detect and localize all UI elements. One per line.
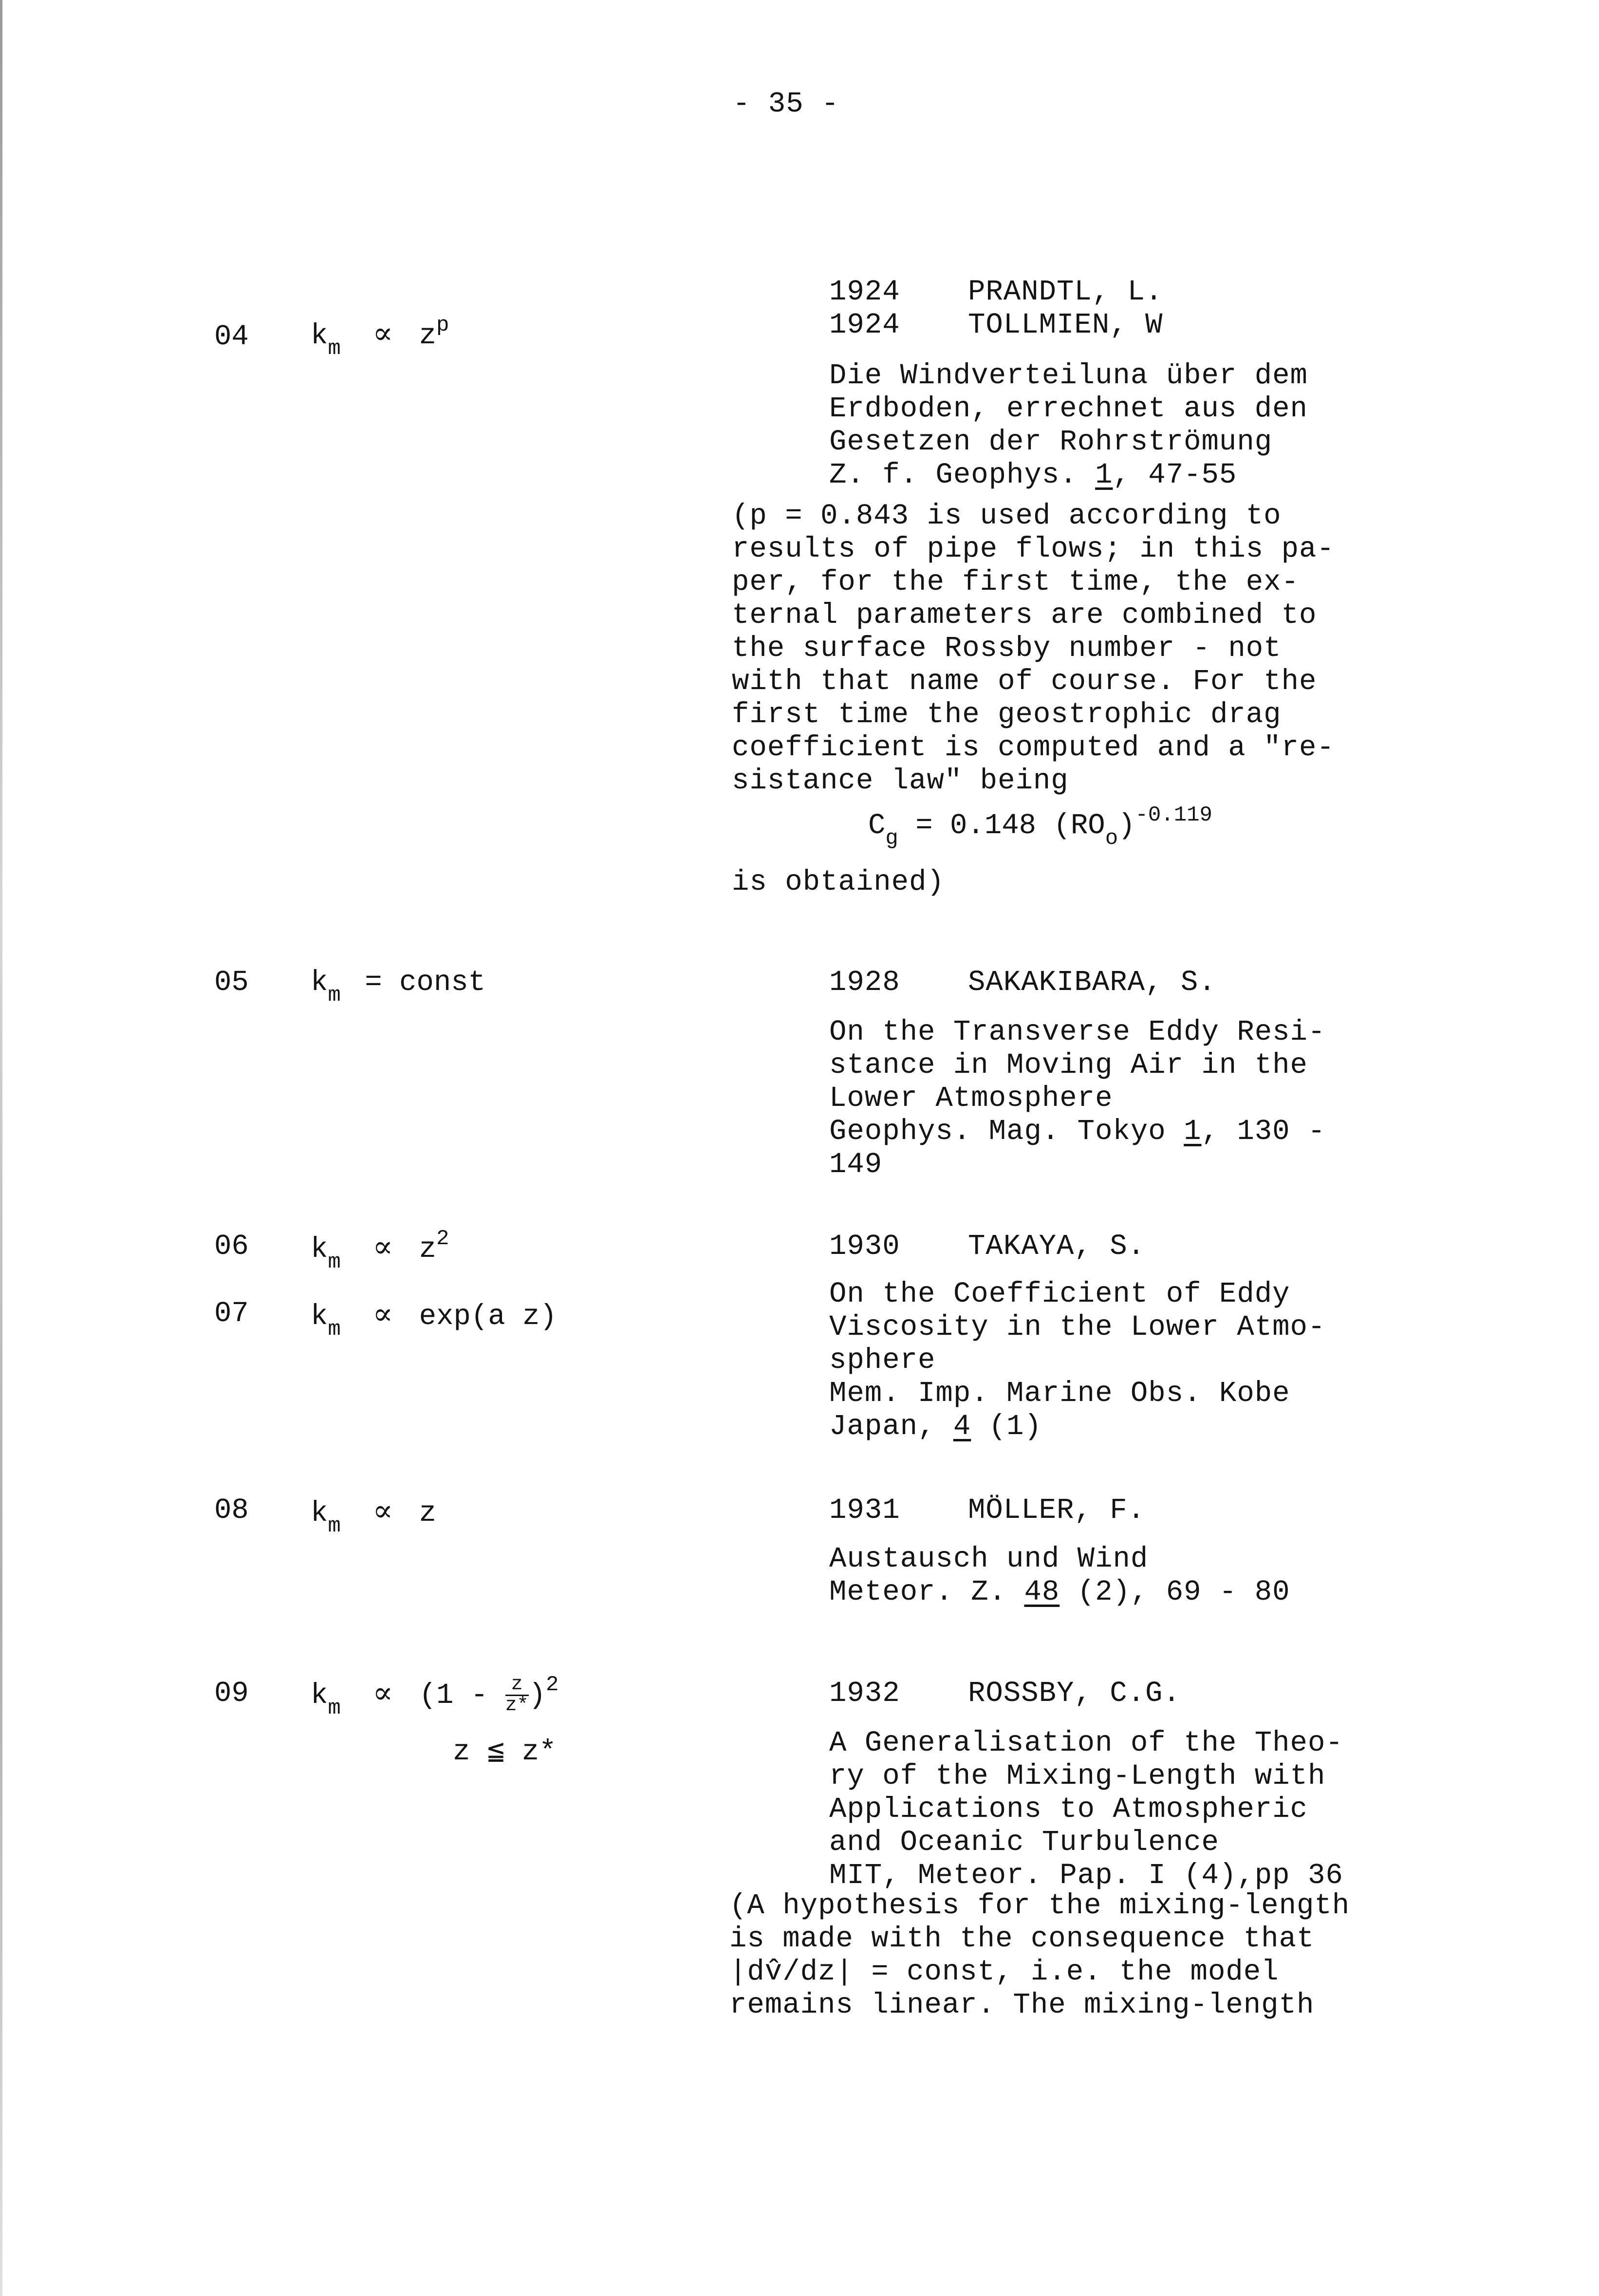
- citation-journal: [829, 1115, 1325, 1148]
- ref-year: 1924: [829, 276, 900, 308]
- ref-year: 1931: [829, 1494, 900, 1527]
- formula-rhs: z: [419, 1497, 436, 1530]
- entry-number-09: 09: [214, 1677, 249, 1710]
- journal-pages: (1): [971, 1410, 1042, 1443]
- formula-rhs-close: ): [528, 1679, 546, 1712]
- formula-rhs: z: [419, 1233, 436, 1266]
- ref-author: PRANDTL, L.: [968, 276, 1163, 308]
- k-symbol: k: [311, 1497, 328, 1530]
- journal-pages: , 47-55: [1113, 459, 1237, 491]
- citation-title: Austausch und Wind: [829, 1543, 1149, 1575]
- journal-name: Japan,: [829, 1410, 953, 1443]
- citation-title-line: Erdboden, errechnet aus den: [829, 392, 1308, 425]
- scan-left-edge: [0, 0, 2, 2296]
- entry-number-05: 05: [214, 966, 249, 999]
- ref-author: SAKAKIBARA, S.: [968, 966, 1216, 999]
- eq-close: ): [1118, 809, 1135, 842]
- k-subscript: m: [328, 336, 341, 361]
- formula-rhs: exp(a z): [419, 1300, 557, 1333]
- eq-mid: = 0.148 (RO: [898, 809, 1105, 842]
- citation-title: On the Transverse Eddy Resi- stance in Moving Air in the Lower Atmosphere: [829, 1016, 1326, 1115]
- k-symbol: k: [311, 1300, 328, 1333]
- fraction-numerator: z: [505, 1675, 529, 1696]
- journal-volume: 1: [1095, 459, 1113, 491]
- journal-name: Meteor. Z.: [829, 1576, 1024, 1608]
- proportional-symbol: ∝: [372, 1675, 393, 1711]
- k-subscript: m: [328, 983, 341, 1008]
- eq-exponent: -0.119: [1135, 803, 1212, 827]
- journal-name: Z. f. Geophys.: [829, 459, 1078, 491]
- entry-number-08: 08: [214, 1494, 249, 1527]
- formula-08: [311, 1493, 436, 1538]
- entry-number-06: 06: [214, 1230, 249, 1263]
- k-subscript: m: [328, 1317, 341, 1342]
- formula-rhs: z: [419, 319, 436, 352]
- ref-author: TAKAYA, S.: [968, 1230, 1146, 1263]
- citation-journal: [829, 459, 1237, 492]
- ref-year: 1924: [829, 309, 900, 341]
- ref-author: ROSSBY, C.G.: [968, 1677, 1181, 1710]
- journal-pages: , 130 -: [1201, 1115, 1326, 1148]
- height-ratio-fraction: [505, 1675, 529, 1716]
- k-subscript: m: [328, 1250, 341, 1274]
- formula-06: [311, 1227, 449, 1274]
- citation-pages-cont: 149: [829, 1148, 883, 1181]
- journal-volume: 48: [1024, 1576, 1060, 1608]
- proportional-symbol: ∝: [372, 1229, 393, 1264]
- formula-09: [311, 1673, 559, 1721]
- formula-relation: = const: [365, 966, 486, 999]
- formula-09-condition: z ≦ z*: [453, 1736, 557, 1768]
- citation-journal: [829, 1576, 1290, 1609]
- journal-volume: 1: [1184, 1115, 1202, 1148]
- k-symbol: k: [311, 319, 328, 352]
- entry-number-04: 04: [214, 320, 249, 353]
- k-symbol: k: [311, 1679, 328, 1712]
- eq-lhs-subscript: g: [885, 826, 898, 851]
- ref-year: 1932: [829, 1677, 900, 1710]
- comment-paragraph: (p = 0.843 is used according to results of pipe flows; in this pa- per, for the first time, the ex- ternal parameters are combined to the surface Rossby number - not with that name of course. For the first time the geostrophic drag coefficient is computed and a "re- sistance law" being: [732, 500, 1335, 797]
- formula-04: [311, 313, 449, 361]
- proportional-symbol: ∝: [372, 1296, 393, 1331]
- page-number: - 35 -: [733, 88, 839, 120]
- k-subscript: m: [328, 1514, 341, 1538]
- formula-exponent: 2: [546, 1673, 559, 1698]
- formula-rhs-open: (1 -: [419, 1679, 505, 1712]
- eq-lhs: C: [868, 809, 886, 842]
- citation-title-line: Gesetzen der Rohrströmung: [829, 426, 1273, 458]
- citation-journal: [829, 1410, 1042, 1443]
- journal-name: Geophys. Mag. Tokyo: [829, 1115, 1184, 1148]
- proportional-symbol: ∝: [372, 1493, 393, 1528]
- ref-year: 1930: [829, 1230, 900, 1263]
- k-symbol: k: [311, 966, 328, 999]
- eq-mid-subscript: o: [1105, 826, 1118, 851]
- ref-year: 1928: [829, 966, 900, 999]
- proportional-symbol: ∝: [372, 315, 393, 351]
- comment-paragraph: (A hypothesis for the mixing-length is made with the consequence that |dv̂/dz| = const, i.e. the model remains linear. The mixing-length: [729, 1889, 1350, 2021]
- journal-volume: 4: [953, 1410, 971, 1443]
- ref-author: MÖLLER, F.: [968, 1494, 1146, 1527]
- k-symbol: k: [311, 1233, 328, 1266]
- formula-exponent: p: [436, 313, 449, 337]
- k-subscript: m: [328, 1696, 341, 1721]
- fraction-denominator: z*: [505, 1695, 529, 1717]
- drag-coefficient-equation: [868, 803, 1212, 851]
- ref-author: TOLLMIEN, W: [968, 309, 1163, 341]
- comment-end: is obtained): [732, 866, 945, 898]
- citation-title: A Generalisation of the Theo- ry of the Mixing-Length with Applications to Atmospheric and Oceanic Turbulence MIT, Meteor. Pap. I (4),pp 36: [829, 1727, 1343, 1892]
- formula-05: [311, 966, 486, 1008]
- citation-title: On the Coefficient of Eddy Viscosity in the Lower Atmo- sphere Mem. Imp. Marine Obs. Kobe: [829, 1278, 1326, 1410]
- entry-number-07: 07: [214, 1297, 249, 1330]
- journal-pages: (2), 69 - 80: [1060, 1576, 1290, 1608]
- citation-title-line: Die Windverteiluna über dem: [829, 359, 1308, 392]
- formula-exponent: 2: [436, 1227, 449, 1251]
- formula-07: [311, 1296, 557, 1342]
